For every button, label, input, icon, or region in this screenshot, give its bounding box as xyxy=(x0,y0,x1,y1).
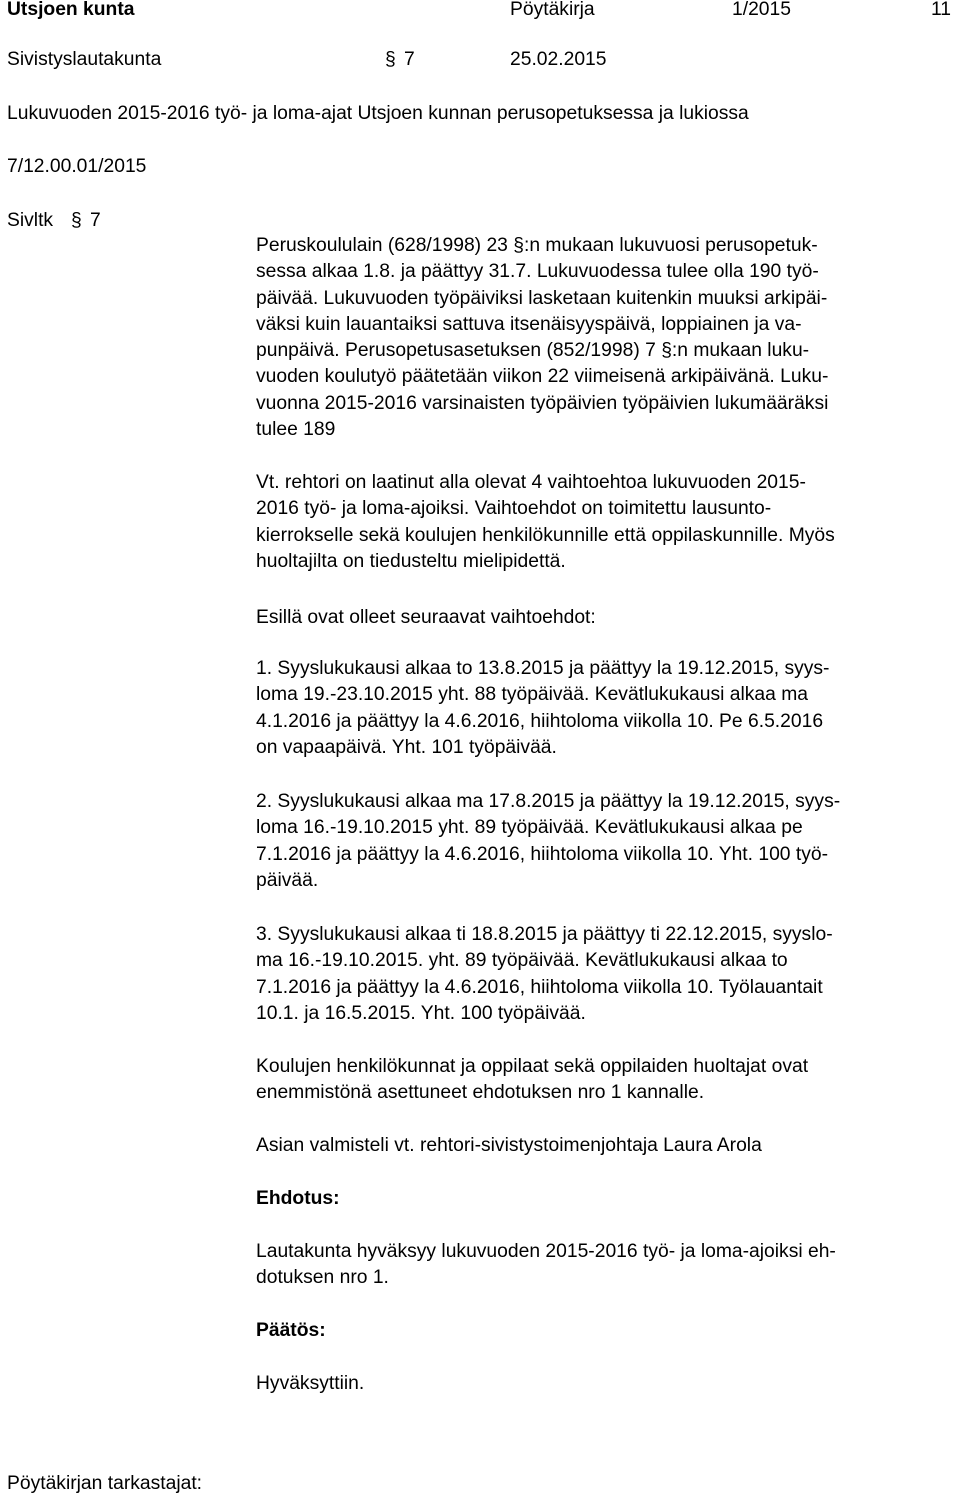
support-line: enemmistönä asettuneet ehdotuksen nro 1 kannalle. xyxy=(256,1082,705,1104)
options-heading-text: Esillä ovat olleet seuraavat vaihtoehdot: xyxy=(256,607,596,628)
decision-label-text: Päätös: xyxy=(256,1320,326,1341)
intro-line: päivää. Lukuvuoden työpäiviksi lasketaan kuitenkin muuksi arkipäi- xyxy=(256,287,828,309)
document-type: Pöytäkirja xyxy=(510,0,595,20)
proposal-line: dotuksen nro 1. xyxy=(256,1267,389,1289)
intro-line: tulee 189 xyxy=(256,419,336,441)
proposal-label-text: Ehdotus: xyxy=(256,1188,340,1209)
intro-line: sessa alkaa 1.8. ja päättyy 31.7. Lukuvuodessa tulee olla 190 työ- xyxy=(256,261,819,283)
options-heading xyxy=(256,605,956,631)
reviewers-label: Pöytäkirjan tarkastajat: xyxy=(7,1473,203,1494)
section-symbol: § xyxy=(385,49,396,70)
support-paragraph xyxy=(256,1054,956,1107)
preparer-text: Asian valmisteli vt. rehtori-sivistystoimenjohtaja Laura Arola xyxy=(256,1135,762,1156)
option-line: ma 16.-19.10.2015. yht. 89 työpäivää. Kevätlukukausi alkaa to xyxy=(256,950,788,972)
decision-text xyxy=(256,1371,956,1397)
intro-line: punpäivä. Perusopetusasetuksen (852/1998) 7 §:n mukaan luku- xyxy=(256,340,810,362)
option-line: 7.1.2016 ja päättyy la 4.6.2016, hiihtoloma viikolla 10. Työlauantait xyxy=(256,976,823,998)
option-line: 1. Syyslukukausi alkaa to 13.8.2015 ja päättyy la 19.12.2015, syys- xyxy=(256,658,830,679)
subject-title: Lukuvuoden 2015-2016 työ- ja loma-ajat Utsjoen kunnan perusopetuksessa ja lukiossa xyxy=(7,103,749,124)
rehtori-line: 2016 työ- ja loma-ajoiksi. Vaihtoehdot on toimitettu lausunto- xyxy=(256,498,772,520)
option-line: on vapaapäivä. Yht. 101 työpäivää. xyxy=(256,736,557,758)
municipality-name: Utsjoen kunta xyxy=(7,0,135,20)
option-3 xyxy=(256,922,956,1027)
option-line: päivää. xyxy=(256,869,319,891)
rehtori-paragraph xyxy=(256,470,956,575)
option-1 xyxy=(256,656,956,761)
option-line: 7.1.2016 ja päättyy la 4.6.2016, hiihtoloma viikolla 10. Yht. 100 työ- xyxy=(256,843,829,865)
decision-text-line: Hyväksyttiin. xyxy=(256,1373,365,1394)
rehtori-line: kierrokselle sekä koulujen henkilökunnille että oppilaskunnille. Myös xyxy=(256,524,835,546)
option-line: 4.1.2016 ja päättyy la 4.6.2016, hiihtoloma viikolla 10. Pe 6.5.2016 xyxy=(256,710,824,732)
intro-paragraph xyxy=(256,233,956,443)
board-name: Sivistyslautakunta xyxy=(7,49,162,70)
proposal-line: Lautakunta hyväksyy lukuvuoden 2015-2016 työ- ja loma-ajoiksi eh- xyxy=(256,1241,836,1262)
support-line: Koulujen henkilökunnat ja oppilaat sekä oppilaiden huoltajat ovat xyxy=(256,1056,809,1077)
section-ref-abbr: Sivltk xyxy=(7,210,54,231)
section-ref-symbol: § xyxy=(71,210,82,231)
intro-line: Peruskoululain (628/1998) 23 §:n mukaan lukuvuosi perusopetuk- xyxy=(256,235,818,256)
rehtori-line: Vt. rehtori on laatinut alla olevat 4 vaihtoehtoa lukuvuoden 2015- xyxy=(256,472,806,493)
option-line: loma 16.-19.10.2015 yht. 89 työpäivää. Kevätlukukausi alkaa pe xyxy=(256,817,803,839)
proposal-label xyxy=(256,1186,956,1212)
intro-line: vuoden koulutyö päätetään viikon 22 viimeisenä arkipäivänä. Luku- xyxy=(256,366,829,388)
subject-reference: 7/12.00.01/2015 xyxy=(7,156,147,177)
intro-line: vuonna 2015-2016 varsinaisten työpäivien työpäivien lukumääräksi xyxy=(256,392,829,414)
option-line: 10.1. ja 16.5.2015. Yht. 100 työpäivää. xyxy=(256,1002,586,1024)
page-number: 11 xyxy=(931,0,952,20)
option-2 xyxy=(256,789,956,894)
meeting-date: 25.02.2015 xyxy=(510,49,607,70)
preparer-line xyxy=(256,1133,956,1159)
intro-line: väksi kuin lauantaiksi sattuva itsenäisyyspäivä, loppiainen ja va- xyxy=(256,313,802,335)
proposal-text xyxy=(256,1239,956,1292)
document-number: 1/2015 xyxy=(732,0,791,20)
section-number: 7 xyxy=(404,49,415,70)
decision-label xyxy=(256,1318,956,1344)
option-line: 3. Syyslukukausi alkaa ti 18.8.2015 ja päättyy ti 22.12.2015, syyslo- xyxy=(256,924,833,945)
section-ref-number: 7 xyxy=(90,210,101,231)
rehtori-line: huoltajilta on tiedusteltu mielipidettä. xyxy=(256,550,566,572)
option-line: 2. Syyslukukausi alkaa ma 17.8.2015 ja päättyy la 19.12.2015, syys- xyxy=(256,791,841,812)
option-line: loma 19.-23.10.2015 yht. 88 työpäivää. Kevätlukukausi alkaa ma xyxy=(256,684,809,706)
